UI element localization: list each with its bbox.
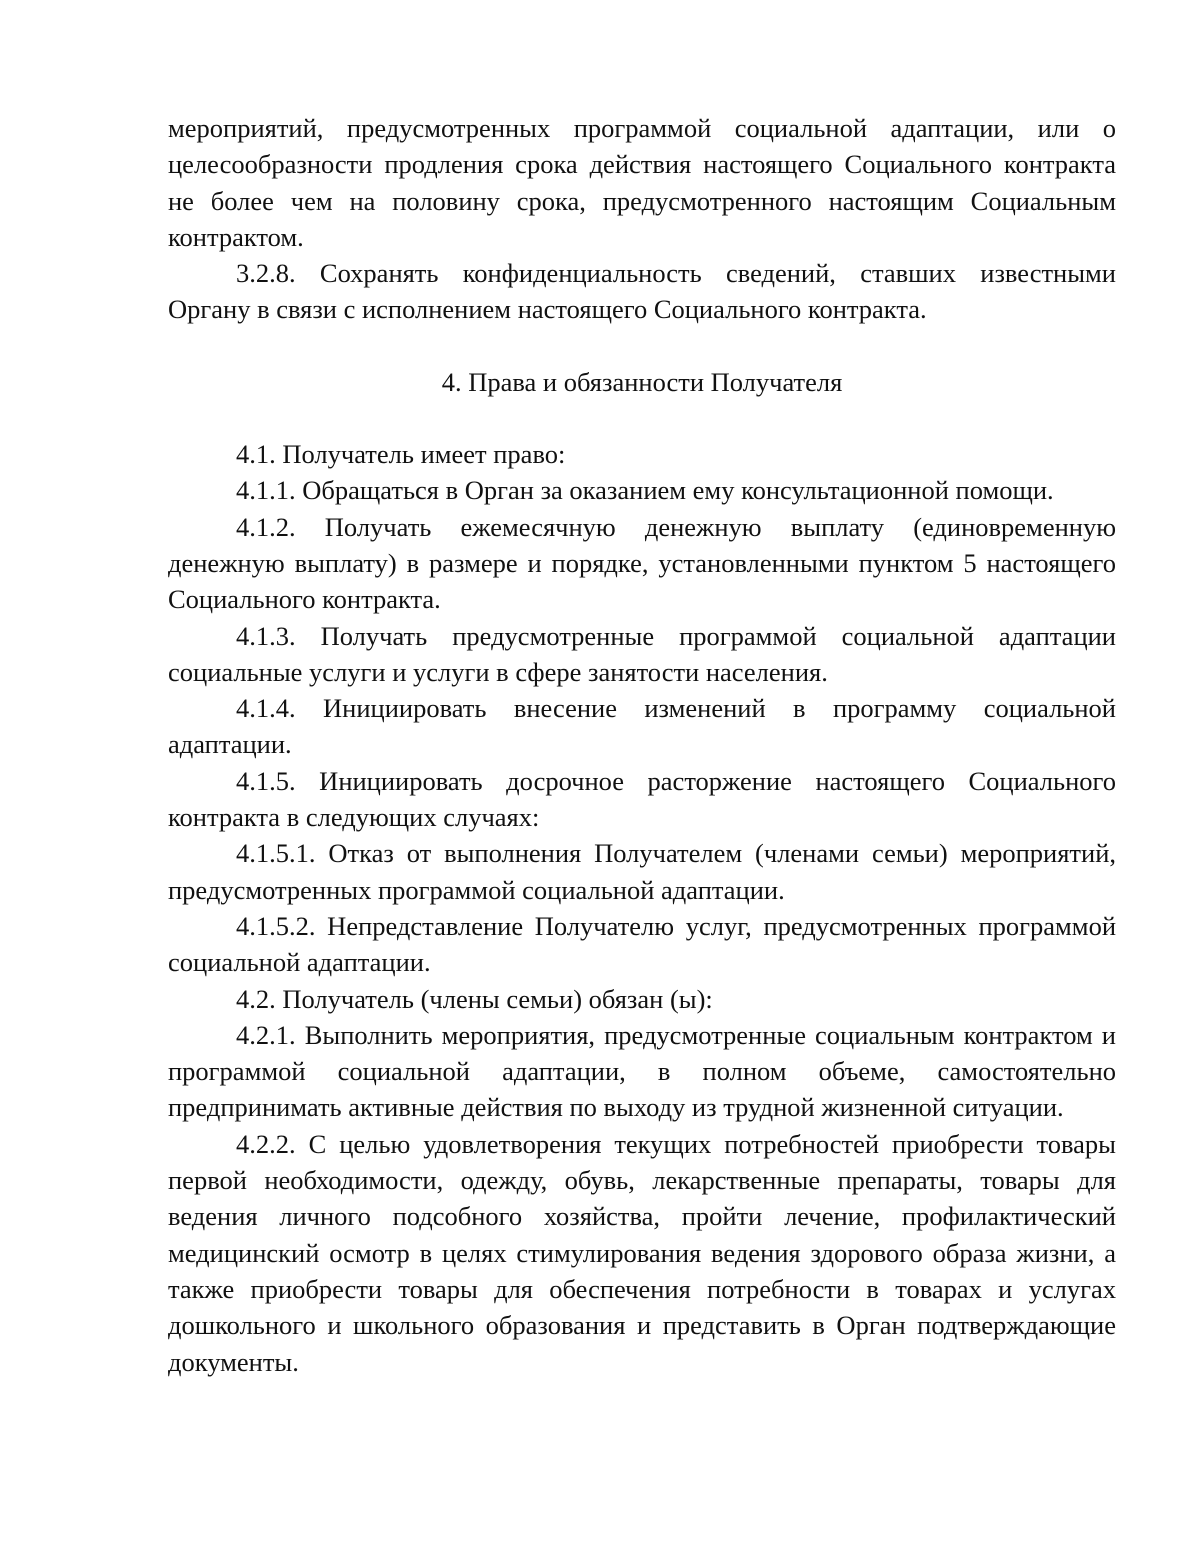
paragraph-4-1-5: 4.1.5. Инициировать досрочное расторжение настоящего Социального контракта в следующих случаях: <box>168 765 1116 833</box>
paragraph-4-1-5-2: 4.1.5.2. Непредставление Получателю услуг, предусмотренных программой социальной адаптации. <box>168 910 1116 978</box>
paragraph-4-1: 4.1. Получатель имеет право: <box>236 439 566 470</box>
paragraph-4-2: 4.2. Получатель (члены семьи) обязан (ы): <box>236 983 713 1014</box>
section-heading: 4. Права и обязанности Получателя <box>441 366 843 397</box>
document-body <box>168 110 1116 1380</box>
spacer <box>168 328 1116 364</box>
paragraph-4-1-3: 4.1.3. Получать предусмотренные программой социальной адаптации социальные услуги и услуги в сфере занятости населения. <box>168 620 1116 687</box>
paragraph-4-1-4: 4.1.4. Инициировать внесение изменений в программу социальной адаптации. <box>168 693 1116 760</box>
paragraph-4-2-2: 4.2.2. С целью удовлетворения текущих потребностей приобрести товары первой необходимости, одежду, обувь, лекарственные препараты, товары для ведения личного подсобного хозяйства, пройти лечение, профилактический медицинский осмотр в целях стимулирования ведения здорового образа жизни, а также приобрести товары для обеспечения потребности в товарах и услугах дошкольного и школьного образования и представить в Орган подтверждающие документы. <box>168 1128 1116 1377</box>
paragraph-continuation: мероприятий, предусмотренных программой социальной адаптации, или о целесообразности продления срока действия настоящего Социального контракта не более чем на половину срока, предусмотренного настоящим Социальным контрактом. <box>168 113 1116 252</box>
paragraph-4-1-1: 4.1.1. Обращаться в Орган за оказанием ему консультационной помощи. <box>236 475 1054 506</box>
spacer <box>168 400 1116 436</box>
paragraph-4-1-2: 4.1.2. Получать ежемесячную денежную выплату (единовременную денежную выплату) в размере и порядке, установленными пунктом 5 настоящего Социального контракта. <box>168 511 1116 615</box>
paragraph-4-2-1: 4.2.1. Выполнить мероприятия, предусмотренные социальным контрактом и программой социальной адаптации, в полном объеме, самостоятельно предпринимать активные действия по выходу из трудной жизненной ситуации. <box>168 1019 1116 1123</box>
paragraph-4-1-5-1: 4.1.5.1. Отказ от выполнения Получателем (членами семьи) мероприятий, предусмотренных программой социальной адаптации. <box>168 838 1116 905</box>
paragraph-3-2-8: 3.2.8. Сохранять конфиденциальность сведений, ставших известными Органу в связи с исполнением настоящего Социального контракта. <box>168 258 1116 325</box>
